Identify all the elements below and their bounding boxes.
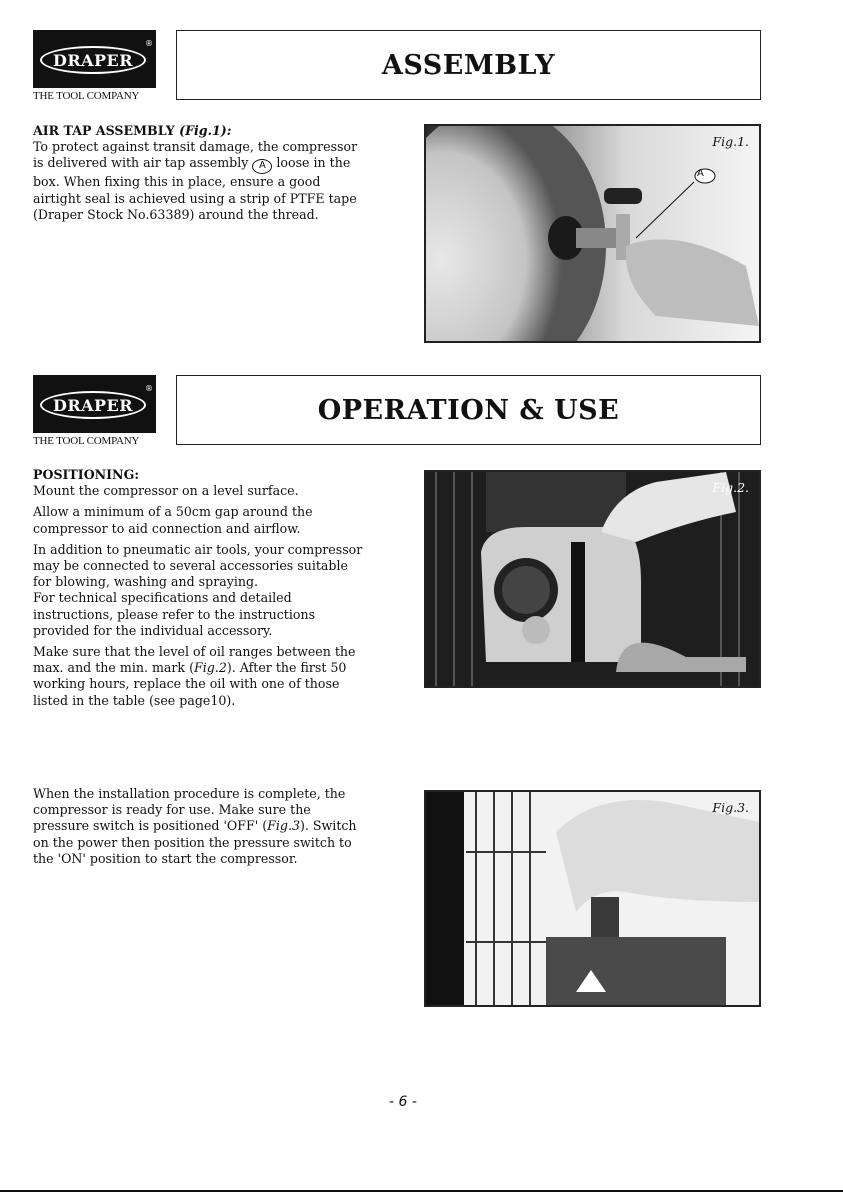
positioning-p3a: In addition to pneumatic air tools, your compressor may be connected to several accessories suitable for blowing, washing and spraying. bbox=[33, 541, 363, 590]
logo-tagline-2: THE TOOL COMPANY bbox=[33, 435, 140, 447]
start-section bbox=[33, 786, 368, 867]
operation-header bbox=[176, 375, 761, 445]
fig2-illustration bbox=[426, 472, 759, 686]
positioning-p4b: ). After the first 50 working hours, replace the oil with one of those listed in the table (see page10). bbox=[33, 660, 347, 708]
assembly-header bbox=[176, 30, 761, 100]
positioning-heading: POSITIONING: bbox=[33, 467, 139, 482]
air-tap-heading: AIR TAP ASSEMBLY bbox=[33, 123, 180, 138]
draper-logo bbox=[33, 30, 158, 102]
figure-2 bbox=[424, 470, 761, 688]
operation-title: OPERATION & USE bbox=[317, 394, 620, 426]
logo-wordmark: DRAPER bbox=[52, 50, 134, 70]
registered-mark: ® bbox=[145, 39, 153, 48]
callout-a: A bbox=[252, 159, 272, 174]
positioning-p2: Allow a minimum of a 50cm gap around the compressor to aid connection and airflow. bbox=[33, 504, 313, 536]
logo-oval-2 bbox=[40, 391, 146, 419]
draper-logo-2 bbox=[33, 375, 158, 447]
fig3-label: Fig.3. bbox=[712, 800, 749, 815]
start-p1-ref: Fig.3 bbox=[267, 818, 300, 834]
fig3-illustration bbox=[426, 792, 759, 1005]
registered-mark-2: ® bbox=[145, 384, 153, 393]
logo-tagline: THE TOOL COMPANY bbox=[33, 90, 140, 102]
logo-oval bbox=[40, 46, 146, 74]
start-p1a: When the installation procedure is complete, the compressor is ready for use. Make sure the pressure switch is positioned 'OFF' ( bbox=[33, 786, 346, 834]
figure-1 bbox=[424, 124, 761, 343]
logo-badge bbox=[33, 30, 156, 88]
logo-wordmark-2: DRAPER bbox=[52, 395, 134, 415]
fig1-callout-a: A bbox=[697, 168, 704, 179]
start-p1b: ). Switch on the power then position the pressure switch to the 'ON' position to start the compressor. bbox=[33, 818, 357, 866]
assembly-title: ASSEMBLY bbox=[381, 49, 556, 81]
fig2-label: Fig.2. bbox=[712, 480, 749, 495]
fig1-label: Fig.1. bbox=[712, 134, 749, 149]
air-tap-text-2: loose in the box. When fixing this in place, ensure a good airtight seal is achieved using a strip of PTFE tape (Draper Stock No.63389) around the thread. bbox=[33, 155, 357, 222]
positioning-p4a: Make sure that the level of oil ranges between the max. and the min. mark ( bbox=[33, 644, 356, 676]
air-tap-section bbox=[33, 123, 363, 223]
positioning-p4-ref: Fig.2 bbox=[193, 660, 227, 676]
air-tap-heading-ref: (Fig.1): bbox=[179, 123, 232, 138]
air-tap-text-1: To protect against transit damage, the compressor is delivered with air tap assembly bbox=[33, 139, 358, 171]
positioning-p3b: For technical specifications and detailed instructions, please refer to the instructions provided for the individual accessory. bbox=[33, 590, 316, 638]
page-number: - 6 - bbox=[389, 1094, 417, 1110]
positioning-section bbox=[33, 467, 363, 709]
logo-badge-2 bbox=[33, 375, 156, 433]
fig1-illustration bbox=[426, 126, 759, 341]
figure-3 bbox=[424, 790, 761, 1007]
positioning-p1: Mount the compressor on a level surface. bbox=[33, 483, 299, 499]
